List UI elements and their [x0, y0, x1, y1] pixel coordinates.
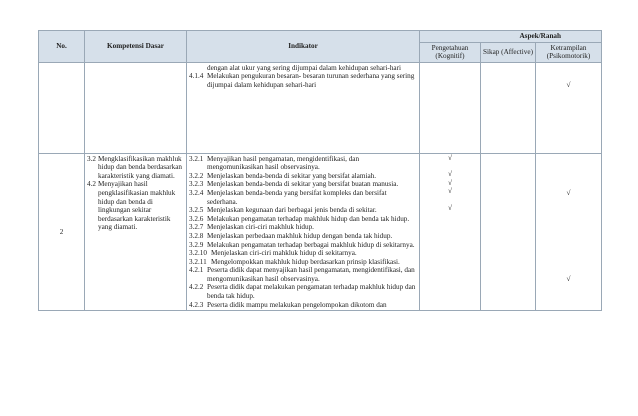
header-indikator: Indikator: [187, 31, 420, 63]
row2-sikap-cell: [481, 153, 536, 311]
check-mark: √: [448, 170, 452, 179]
header-ketrampilan: Ketrampilan (Psikomotorik): [536, 42, 602, 62]
indicator-item: 3.2.5 Menjelaskan kegunaan dari berbagai jenis benda di sekitar.: [189, 206, 377, 215]
indicator-item: 3.2.9 Melakukan pengamatan terhadap berbagai makhluk hidup di sekitarnya.: [189, 240, 415, 249]
check-mark: √: [448, 203, 452, 212]
header-row-1: [39, 31, 602, 43]
header-kompetensi-dasar: Kompetensi Dasar: [85, 31, 187, 63]
indicator-item: [189, 72, 417, 89]
row2-no: 2: [39, 153, 85, 311]
indicator-item: 3.2.6 Melakukan pengamatan terhadap makhluk hidup dan benda tak hidup.: [189, 214, 410, 223]
indicator-item: 3.2.10 Menjelaskan ciri-ciri mahkluk hidup di sekitarnya.: [189, 249, 357, 258]
row1-ketrampilan-cell: [536, 62, 602, 153]
indicator-item: 3.2.7 Menjelaskan ciri-ciri makhluk hidup.: [189, 223, 314, 232]
indicator-item: 3.2.1 Menyajikan hasil pengamatan, mengidentifikasi, dan mengomunikasikan hasil observasinya.: [189, 154, 360, 172]
header-aspek-ranah: Aspek/Ranah: [420, 31, 602, 43]
header-no: No.: [39, 31, 85, 63]
indicator-item: 3.2.4 Menjelaskan benda-benda yang bersifat kompleks dan bersifat sederhana.: [189, 188, 387, 206]
row2-ketrampilan-cell: [536, 153, 602, 311]
indicator-item: 4.2.1 Peserta didik dapat menyajikan hasil pengamatan, mengidentifikasi, dan mengomunikasikan hasil observasinya.: [189, 266, 415, 283]
row2-indicator-cell: [187, 153, 420, 311]
check-mark: √: [566, 80, 571, 89]
indicator-item: 3.2.3 Menjelaskan benda-benda di sekitar yang bersifat buatan manusia.: [189, 180, 399, 189]
row2-pengetahuan-cell: [420, 153, 481, 311]
indicator-continuation: dengan alat ukur yang sering dijumpai dalam kehidupan sehari-hari: [207, 63, 401, 72]
check-mark: √: [448, 178, 452, 187]
header-sikap: Sikap (Affective): [481, 42, 536, 62]
check-mark: √: [448, 187, 452, 196]
row1-pengetahuan-cell: [420, 62, 481, 153]
check-mark: √: [448, 153, 452, 162]
row2-kd-cell: [85, 153, 187, 311]
indicator-item: 3.2.11 Mengelompokkan makhluk hidup berdasarkan prinsip klasifikasi.: [189, 257, 400, 266]
indicator-code: 4.1.4: [189, 72, 204, 81]
indicator-item: 4.2.3 Peserta didik mampu melakukan pengelompokan dikotom dan: [189, 300, 387, 309]
indicator-item: 4.2.2 Peserta didik dapat melakukan pengamatan terhadap makhluk hidup dan benda tak hidup.: [189, 283, 416, 301]
row1-no-cell: [39, 62, 85, 153]
indicator-item: 3.2.8 Menjelaskan perbedaan makhluk hidup dengan benda tak hidup.: [189, 231, 393, 240]
indicator-text: Melakukan pengukuran besaran- besaran turunan sederhana yang sering dijumpai dalam kehidupan sehari-hari: [207, 72, 415, 89]
table-row-2: [39, 153, 602, 311]
check-mark: √: [566, 188, 571, 197]
row1-kd-cell: [85, 62, 187, 153]
row1-indicator-cell: [187, 62, 420, 153]
check-mark: √: [566, 275, 571, 284]
row1-sikap-cell: [481, 62, 536, 153]
kd-item: 4.2 Menyajikan hasil pengklasifikasian makhluk hidup dan benda di lingkungan sekitar berdasarkan karakteristik yang diamati.: [87, 180, 176, 232]
indicator-item: 3.2.2 Menjelaskan benda-benda di sekitar yang bersifat alamiah.: [189, 171, 377, 180]
header-pengetahuan: Pengetahuan (Kognitif): [420, 42, 481, 62]
kd-item: 3.2 Mengklasifikasikan makhluk hidup dan benda berdasarkan karakteristik yang diamati.: [87, 154, 183, 180]
kd-indicator-table: [38, 30, 602, 311]
table-row-1-continued: [39, 62, 602, 153]
